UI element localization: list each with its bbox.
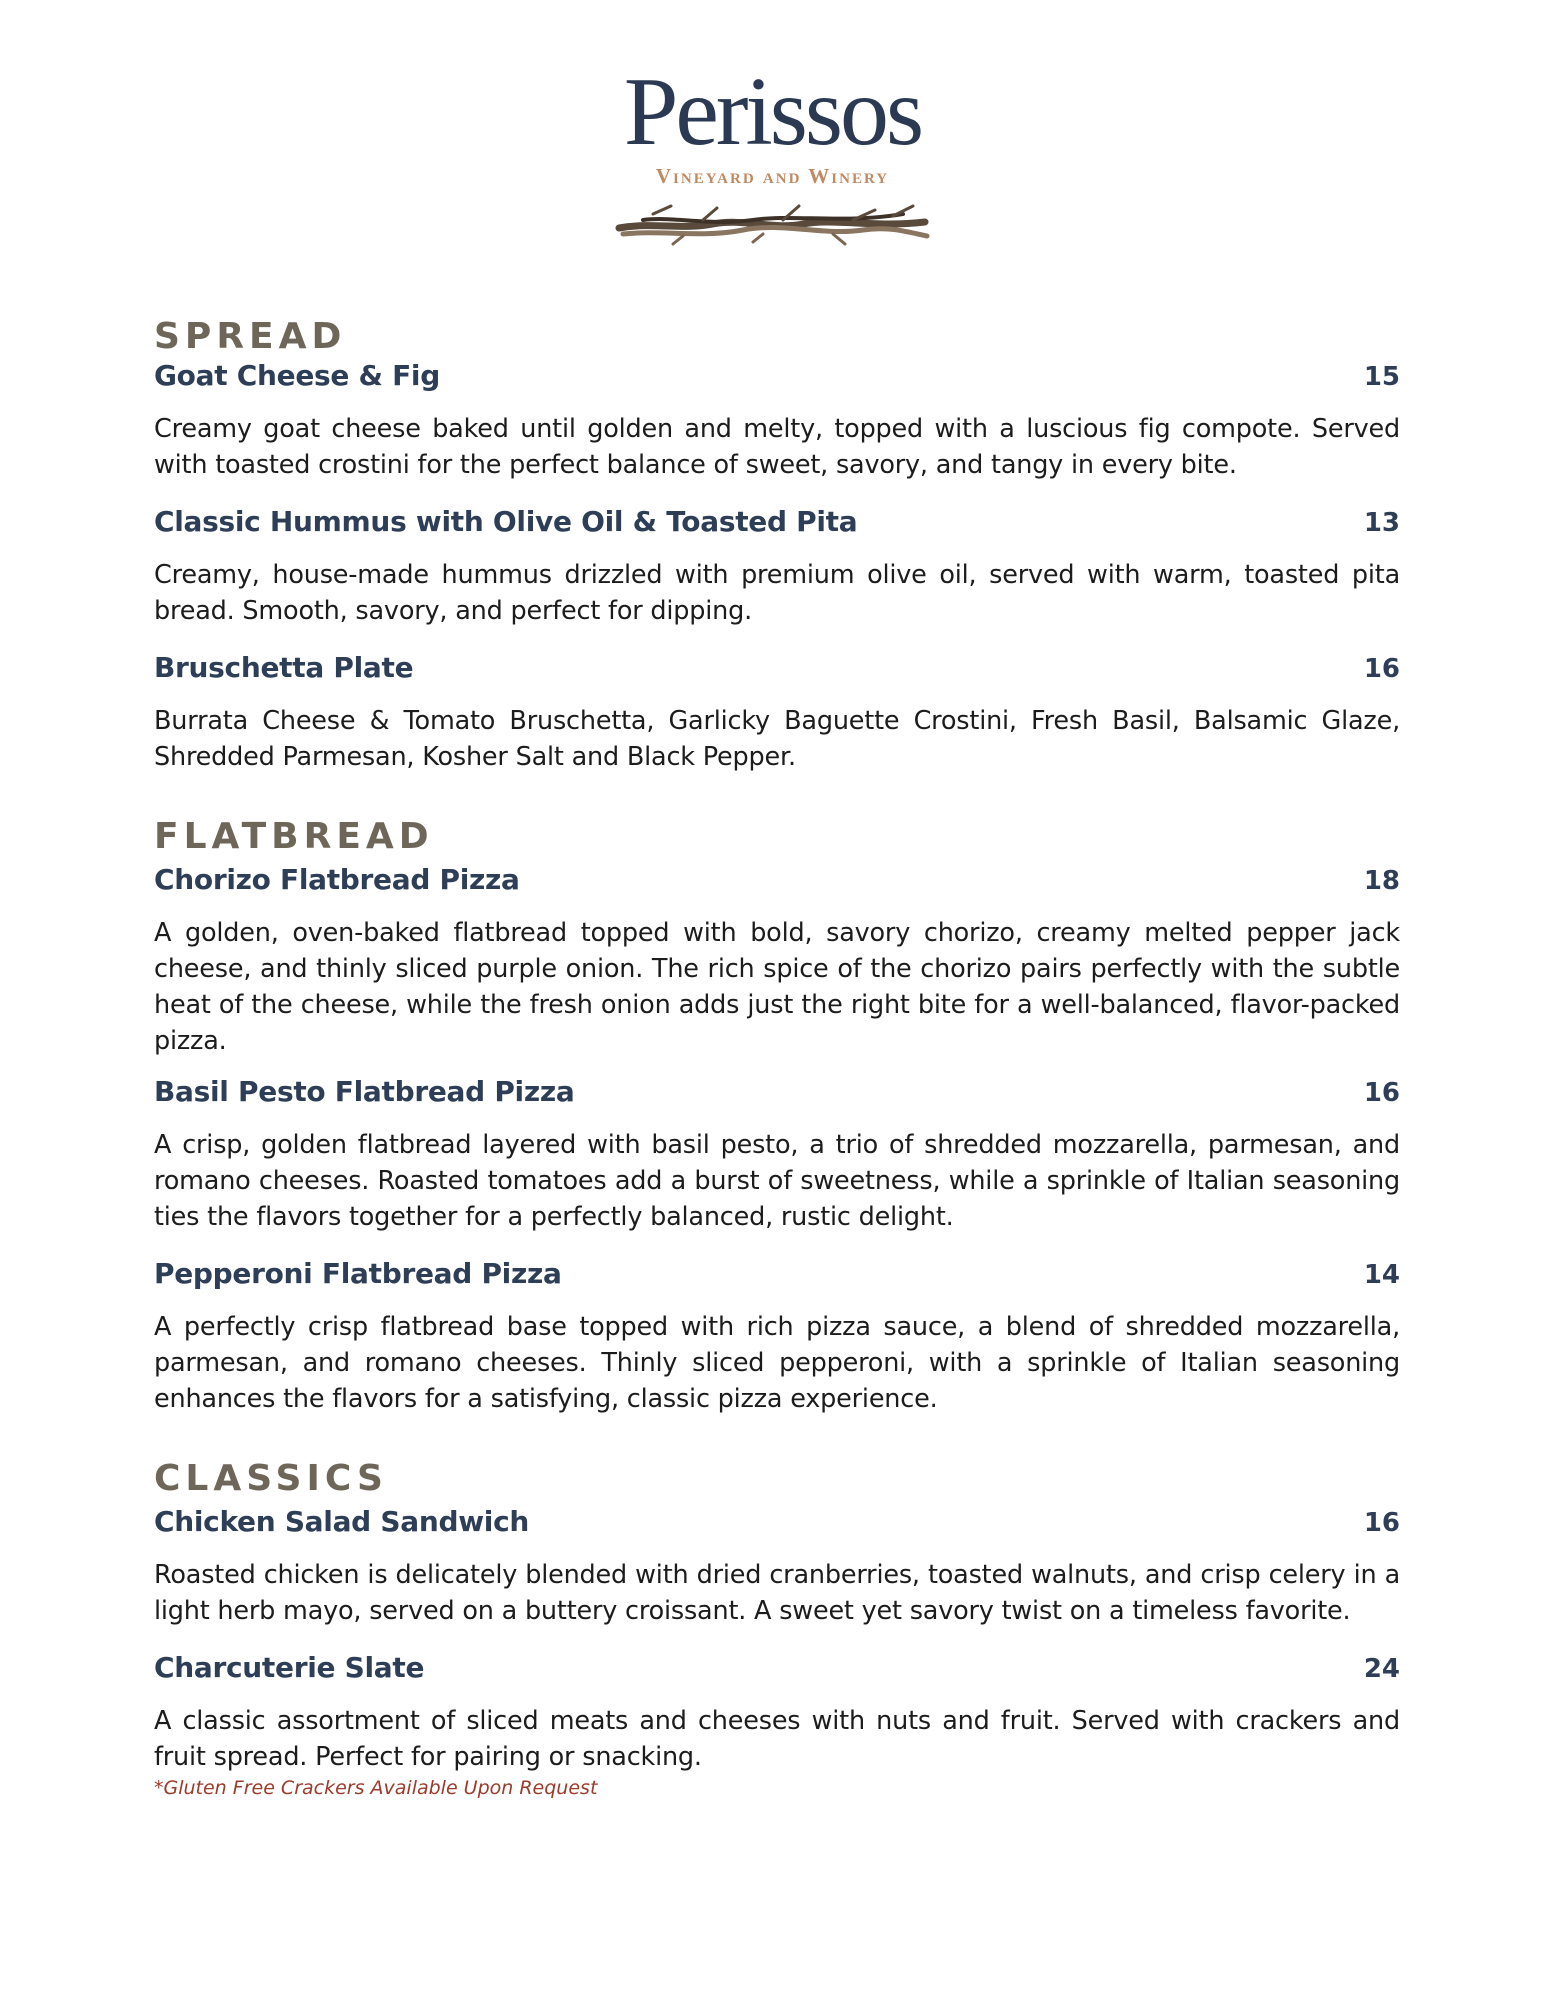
logo-subtitle: Vineyard and Winery: [655, 164, 890, 188]
item-name: Chicken Salad Sandwich: [154, 1505, 529, 1538]
item-description: Roasted chicken is delicately blended with dried cranberries, toasted walnuts, and crisp celery in a light herb mayo, served on a buttery croissant. A sweet yet savory twist on a timeless favorite.: [154, 1560, 1400, 1626]
section-title: CLASSICS: [154, 1458, 388, 1499]
menu-item: [154, 1075, 1400, 1235]
item-description: A crisp, golden flatbread layered with basil pesto, a trio of shredded mozzarella, parmesan, and romano cheeses. Roasted tomatoes add a burst of sweetness, while a sprinkle of Italian seasoning ties the flavors together for a perfectly balanced, rustic delight.: [154, 1130, 1400, 1232]
item-name: Bruschetta Plate: [154, 651, 414, 684]
item-price: 18: [1363, 866, 1400, 896]
item-description: A golden, oven-baked flatbread topped with bold, savory chorizo, creamy melted pepper jack cheese, and thinly sliced purple onion. The rich spice of the chorizo pairs perfectly with the subtle heat of the cheese, while the fresh onion adds just the right bite for a well-balanced, flavor-packed pizza.: [154, 918, 1400, 1056]
menu-item: [154, 1257, 1400, 1417]
item-name: Goat Cheese & Fig: [154, 359, 440, 392]
menu-item: [154, 359, 1400, 483]
item-name: Chorizo Flatbread Pizza: [154, 863, 520, 896]
item-name: Charcuterie Slate: [154, 1651, 425, 1684]
item-description: Creamy goat cheese baked until golden and melty, topped with a luscious fig compote. Served with toasted crostini for the perfect balance of sweet, savory, and tangy in every bite.: [154, 414, 1400, 480]
section-spread: [154, 315, 1400, 775]
menu-item: [154, 651, 1400, 775]
menu-content: [154, 315, 1400, 1799]
item-name: Classic Hummus with Olive Oil & Toasted Pita: [154, 505, 858, 538]
gluten-free-note: *Gluten Free Crackers Available Upon Request: [154, 1777, 598, 1799]
item-price: 15: [1363, 362, 1400, 392]
section-title: FLATBREAD: [154, 816, 434, 857]
item-name: Pepperoni Flatbread Pizza: [154, 1257, 562, 1290]
section-title: SPREAD: [154, 316, 347, 357]
menu-item: [154, 505, 1400, 629]
item-price: 16: [1363, 1078, 1400, 1108]
item-price: 16: [1363, 1508, 1400, 1538]
item-description: Burrata Cheese & Tomato Bruschetta, Garlicky Baguette Crostini, Fresh Basil, Balsamic Glaze, Shredded Parmesan, Kosher Salt and Black Pepper.: [154, 706, 1400, 772]
item-price: 13: [1363, 508, 1400, 538]
item-description: A perfectly crisp flatbread base topped with rich pizza sauce, a blend of shredded mozzarella, parmesan, and romano cheeses. Thinly sliced pepperoni, with a sprinkle of Italian seasoning enhances the flavors for a satisfying, classic pizza experience.: [154, 1312, 1400, 1414]
grapevine-icon: [613, 200, 933, 246]
menu-item: [154, 1651, 1400, 1799]
item-description: A classic assortment of sliced meats and cheeses with nuts and fruit. Served with crackers and fruit spread. Perfect for pairing or snacking.: [154, 1706, 1400, 1772]
logo: [0, 58, 1545, 246]
logo-name: Perissos: [623, 58, 922, 166]
item-price: 14: [1363, 1260, 1400, 1290]
item-description: Creamy, house-made hummus drizzled with premium olive oil, served with warm, toasted pita bread. Smooth, savory, and perfect for dipping.: [154, 560, 1400, 626]
item-price: 16: [1363, 654, 1400, 684]
item-name: Basil Pesto Flatbread Pizza: [154, 1075, 575, 1108]
menu-item: [154, 1505, 1400, 1629]
menu-item: [154, 863, 1400, 1059]
section-flatbread: [154, 815, 1400, 1417]
item-price: 24: [1363, 1654, 1400, 1684]
section-classics: [154, 1457, 1400, 1799]
